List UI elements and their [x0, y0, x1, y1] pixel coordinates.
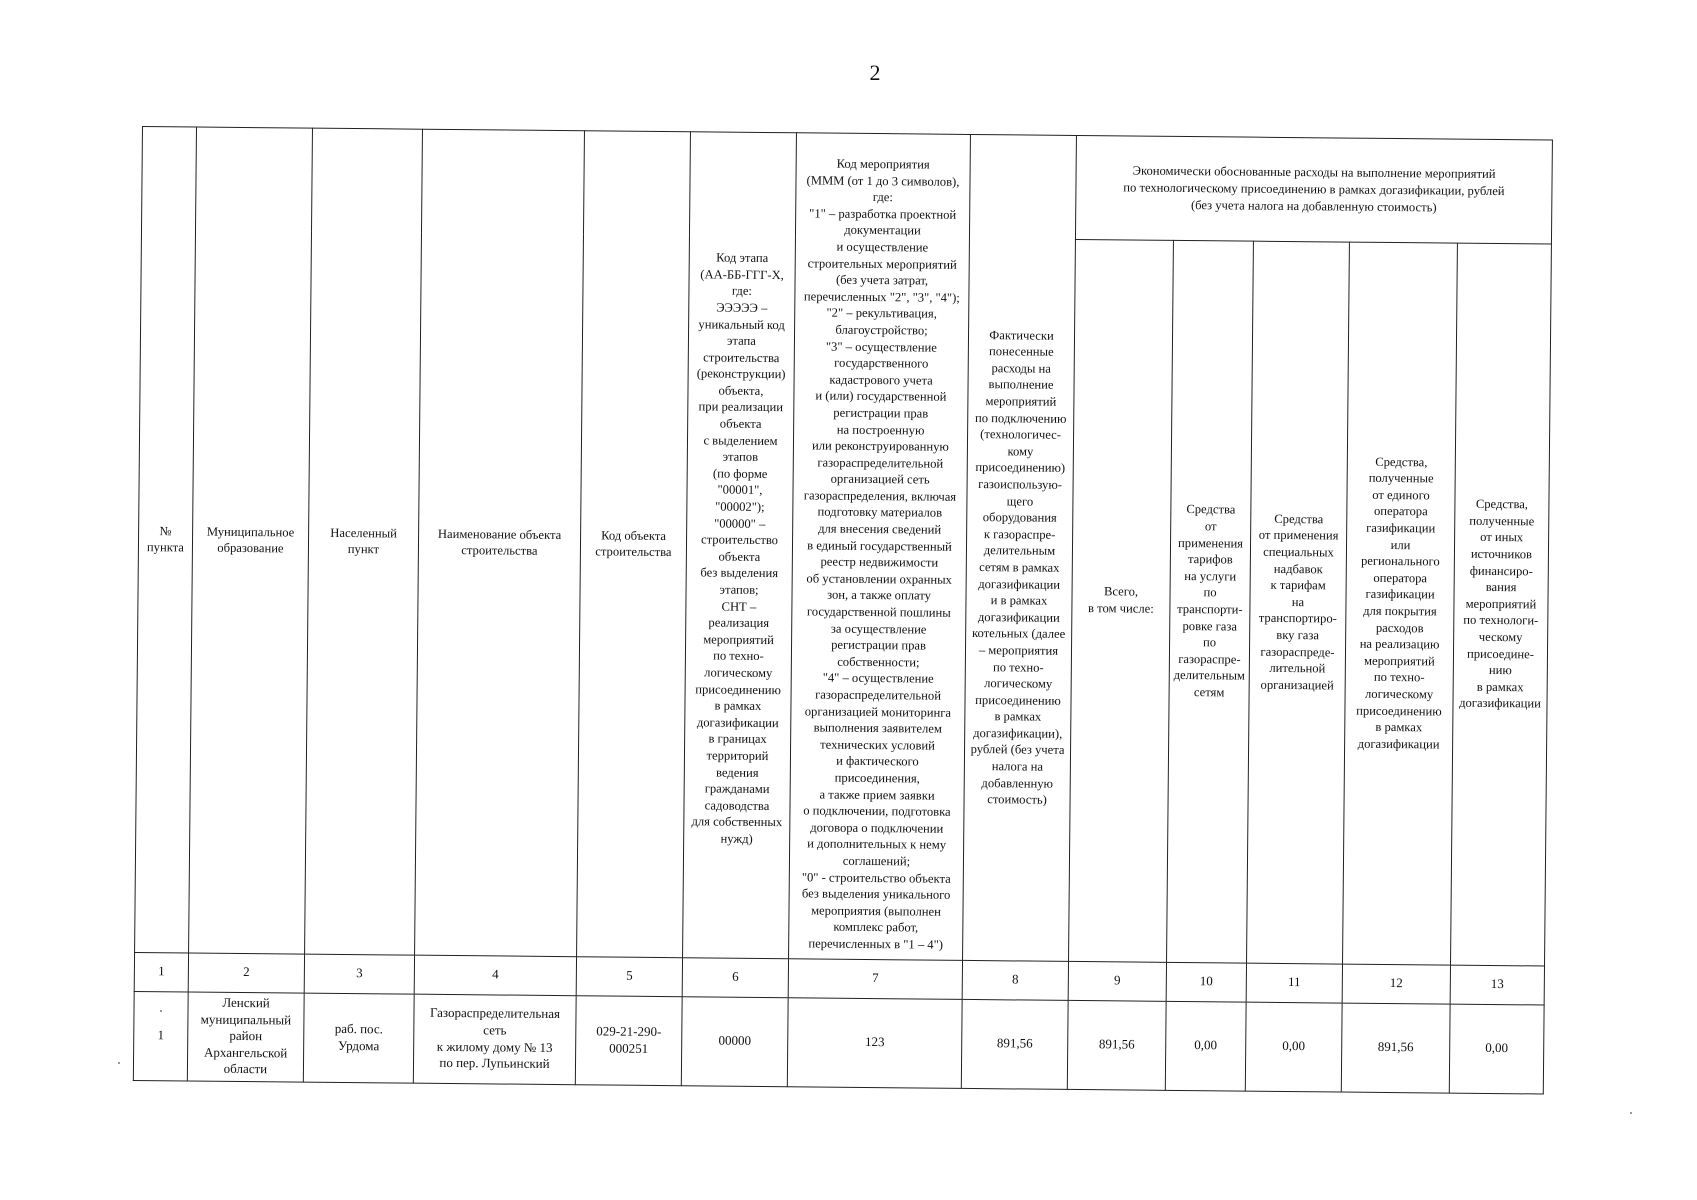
cell-actual-costs: 891,56: [961, 999, 1068, 1089]
cell-object-code: 029-21-290- 000251: [575, 995, 682, 1085]
table-row: [133, 991, 1544, 1094]
header-total: Всего, в том числе:: [1069, 239, 1174, 962]
page-number: 2: [869, 60, 881, 85]
scan-speck: [118, 1062, 120, 1064]
column-number: 5: [576, 956, 682, 996]
column-number: 2: [188, 952, 304, 992]
header-object-code: Код объекта строительства: [577, 131, 691, 957]
cell-stage-code: 00000: [681, 996, 788, 1086]
header-other-funds: Средства, полученные от иных источников финансиро- вания мероприятий по технологи- ческому присоедине- нию в рамках догазификации: [1451, 243, 1552, 966]
column-number: 8: [962, 960, 1068, 1000]
cell-municipality: Ленский муниципальный район Архангельской области: [187, 991, 304, 1081]
header-tariff-funds: Средства от применения тарифов на услуги по транспорти- ровке газа по газораспре- делительным сетям: [1167, 240, 1254, 963]
header-surcharge-funds: Средства от применения специальных надбавок к тарифам на транспортиро- вку газа газораспреде- лительной организацией: [1247, 241, 1350, 964]
column-number: 1: [134, 952, 188, 992]
column-number: 6: [682, 957, 788, 997]
header-municipality: Муниципальное образование: [189, 127, 313, 954]
cell-object-name: Газораспределительная сеть к жилому дому № 13 по пер. Лупьинский: [413, 994, 576, 1085]
header-economic-costs-group: Экономически обоснованные расходы на выполнение мероприятий по технологическому присоединению в рамках догазификации, рублей (без учета налога на добавленную стоимость): [1075, 135, 1552, 243]
cell-activity-code: 123: [787, 997, 962, 1088]
scan-speck: [160, 1010, 162, 1012]
header-object-name: Наименование объекта строительства: [415, 129, 585, 956]
column-number: 10: [1166, 962, 1246, 1002]
cell-tariff-funds: 0,00: [1165, 1001, 1246, 1091]
header-settlement: Населенный пункт: [305, 128, 423, 955]
column-number: 3: [304, 954, 414, 994]
cell-operator-funds: 891,56: [1341, 1003, 1450, 1093]
header-row-1: [142, 127, 1553, 244]
cell-other-funds: 0,00: [1449, 1004, 1544, 1094]
cell-surcharge-funds: 0,00: [1245, 1002, 1342, 1092]
column-number: 4: [414, 955, 576, 996]
column-number: 9: [1068, 961, 1166, 1001]
expenses-table: [133, 126, 1553, 1094]
scan-speck: [1630, 1112, 1632, 1114]
header-stage-code: Код этапа (АА-ББ-ГГГ-Х, где: ЭЭЭЭЭ – уникальный код этапа строительства (реконструкции) объекта, при реализации объекта с выделением этапов (по форме "00001", "00002"); "00000" – строительство объекта без выделения этапов; СНТ – реализация мероприятий по техно- логическому присоединению в рамках догазификации в границах территорий ведения гражданами садоводства для собственных нужд): [683, 132, 797, 958]
column-number: 12: [1342, 964, 1450, 1004]
header-actual-costs: Фактически понесенные расходы на выполнение мероприятий по подключению (технологичес- кому присоединению) газоиспользую- щего оборудования к газораспре- делительным сетям в рамках догазификации и в рамках догазификации котельных (далее – мероприятия по техно- логическому присоединению в рамках догазификации), рублей (без учета налога на добавленную стоимость): [963, 134, 1077, 960]
header-operator-funds: Средства, полученные от единого оператора газификации или регионального оператора газификации для покрытия расходов на реализацию мероприятий по техно- логическому присоединению в рамках догазификации: [1343, 242, 1458, 965]
column-number: 11: [1246, 963, 1342, 1003]
column-number: 13: [1450, 965, 1544, 1005]
header-item-number: № пункта: [135, 127, 197, 953]
header-activity-code: Код мероприятия (МММ (от 1 до 3 символов), где: "1" – разработка проектной документации и осуществление строительных мероприятий (без учета затрат, перечисленных "2", "3", "4"); "2" – рекультивация, благоустройство; "3" – осуществление государственного кадастрового учета и (или) государственной регистрации прав на построенную или реконструированную газораспределительной организацией сеть газораспределения, включая подготовку материалов для внесения сведений в единый государственный реестр недвижимости об установлении охранных зон, а также оплату государственной пошлины за осуществление регистрации прав собственности; "4" – осуществление газораспределительной организацией мониторинга выполнения заявителем технических условий и фактического присоединения, а также прием заявки о подключении, подготовка договора о подключении и дополнительных к нему соглашений; "0" - строительство объекта без выделения уникального мероприятия (выполнен комплекс работ, перечисленных в "1 – 4"): [789, 133, 971, 960]
cell-total: 891,56: [1067, 1000, 1166, 1090]
cell-settlement: раб. пос. Урдома: [303, 993, 414, 1083]
column-number: 7: [788, 958, 962, 999]
cell-item-number: 1: [133, 991, 188, 1081]
